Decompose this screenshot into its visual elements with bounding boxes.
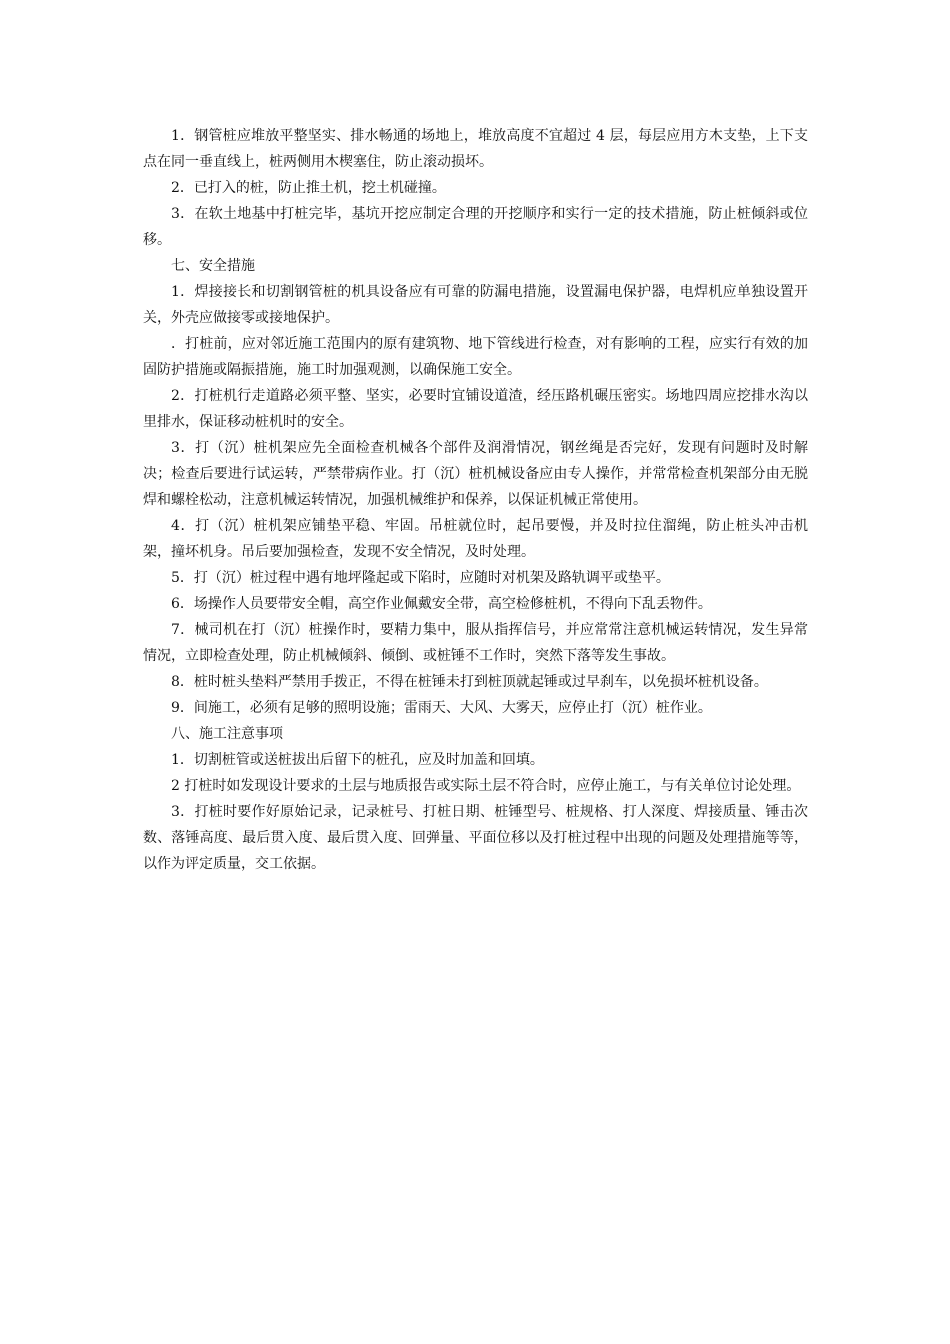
paragraph-excavation: 3．在软土地基中打桩完毕，基坑开挖应制定合理的开挖顺序和实行一定的技术措施，防止桩倾斜或位移。	[143, 206, 808, 248]
paragraph-collision: 2．已打入的桩，防止推土机，挖土机碰撞。	[171, 180, 446, 196]
paragraph-pad: 8．桩时桩头垫料严禁用手拨正，不得在桩锤未打到桩顶就起锤或过早刹车，以免损坏桩机设备。	[171, 674, 768, 690]
section-heading-notes: 八、施工注意事项	[171, 726, 283, 742]
paragraph-machine-check: 3．打（沉）桩机架应先全面检查机械各个部件及润滑情况，钢丝绳是否完好，发现有问题时及时解决；检查后要进行试运转，严禁带病作业。打（沉）桩机械设备应由专人操作，并常常检查机架部分由无脱焊和螺栓松动，注意机械运转情况，加强机械维护和保养，以保证机械正常使用。	[143, 440, 808, 508]
paragraph-frame-stability: 4．打（沉）桩机架应铺垫平稳、牢固。吊桩就位时，起吊要慢，并及时拉住溜绳，防止桩头冲击机架，撞坏机身。吊后要加强检查，发现不安全情况，及时处理。	[143, 518, 808, 560]
paragraph-holes: 1．切割桩管或送桩拔出后留下的桩孔，应及时加盖和回填。	[171, 752, 544, 768]
paragraph-road: 2．打桩机行走道路必须平整、坚实，必要时宜铺设道渣，经压路机碾压密实。场地四周应挖排水沟以里排水，保证移动桩机时的安全。	[143, 388, 808, 430]
paragraph-ground-heave: 5．打（沉）桩过程中遇有地坪隆起或下陷时，应随时对机架及路轨调平或垫平。	[171, 570, 670, 586]
document-body	[143, 123, 808, 877]
paragraph-soil-mismatch: 2 打桩时如发现设计要求的土层与地质报告或实际土层不符合时，应停止施工，与有关单位讨论处理。	[171, 778, 801, 794]
section-heading-safety: 七、安全措施	[171, 258, 255, 274]
paragraph-records: 3．打桩时要作好原始记录，记录桩号、打桩日期、桩锤型号、桩规格、打人深度、焊接质量、锤击次数、落锤高度、最后贯入度、最后贯入度、回弹量、平面位移以及打桩过程中出现的问题及处理措施等等，以作为评定质量，交工依据。	[143, 804, 808, 872]
paragraph-night-work: 9．间施工，必须有足够的照明设施；雷雨天、大风、大雾天，应停止打（沉）桩作业。	[171, 700, 712, 716]
paragraph-welding: 1．焊接接长和切割钢管桩的机具设备应有可靠的防漏电措施，设置漏电保护器，电焊机应单独设置开关，外壳应做接零或接地保护。	[143, 284, 808, 326]
paragraph-storage: 1．钢管桩应堆放平整坚实、排水畅通的场地上，堆放高度不宜超过 4 层，每层应用方木支垫，上下支点在同一垂直线上，桩两侧用木楔塞住，防止滚动损坏。	[143, 128, 808, 170]
paragraph-helmet: 6．场操作人员要带安全帽，高空作业佩戴安全带，高空检修桩机，不得向下乱丢物件。	[171, 596, 712, 612]
paragraph-inspection: ．打桩前，应对邻近施工范围内的原有建筑物、地下管线进行检查，对有影响的工程，应实行有效的加固防护措施或隔振措施，施工时加强观测，以确保施工安全。	[143, 336, 808, 378]
paragraph-operator: 7．械司机在打（沉）桩操作时，要精力集中，服从指挥信号，并应常常注意机械运转情况，发生异常情况，立即检查处理，防止机械倾斜、倾倒、或桩锤不工作时，突然下落等发生事故。	[143, 622, 808, 664]
